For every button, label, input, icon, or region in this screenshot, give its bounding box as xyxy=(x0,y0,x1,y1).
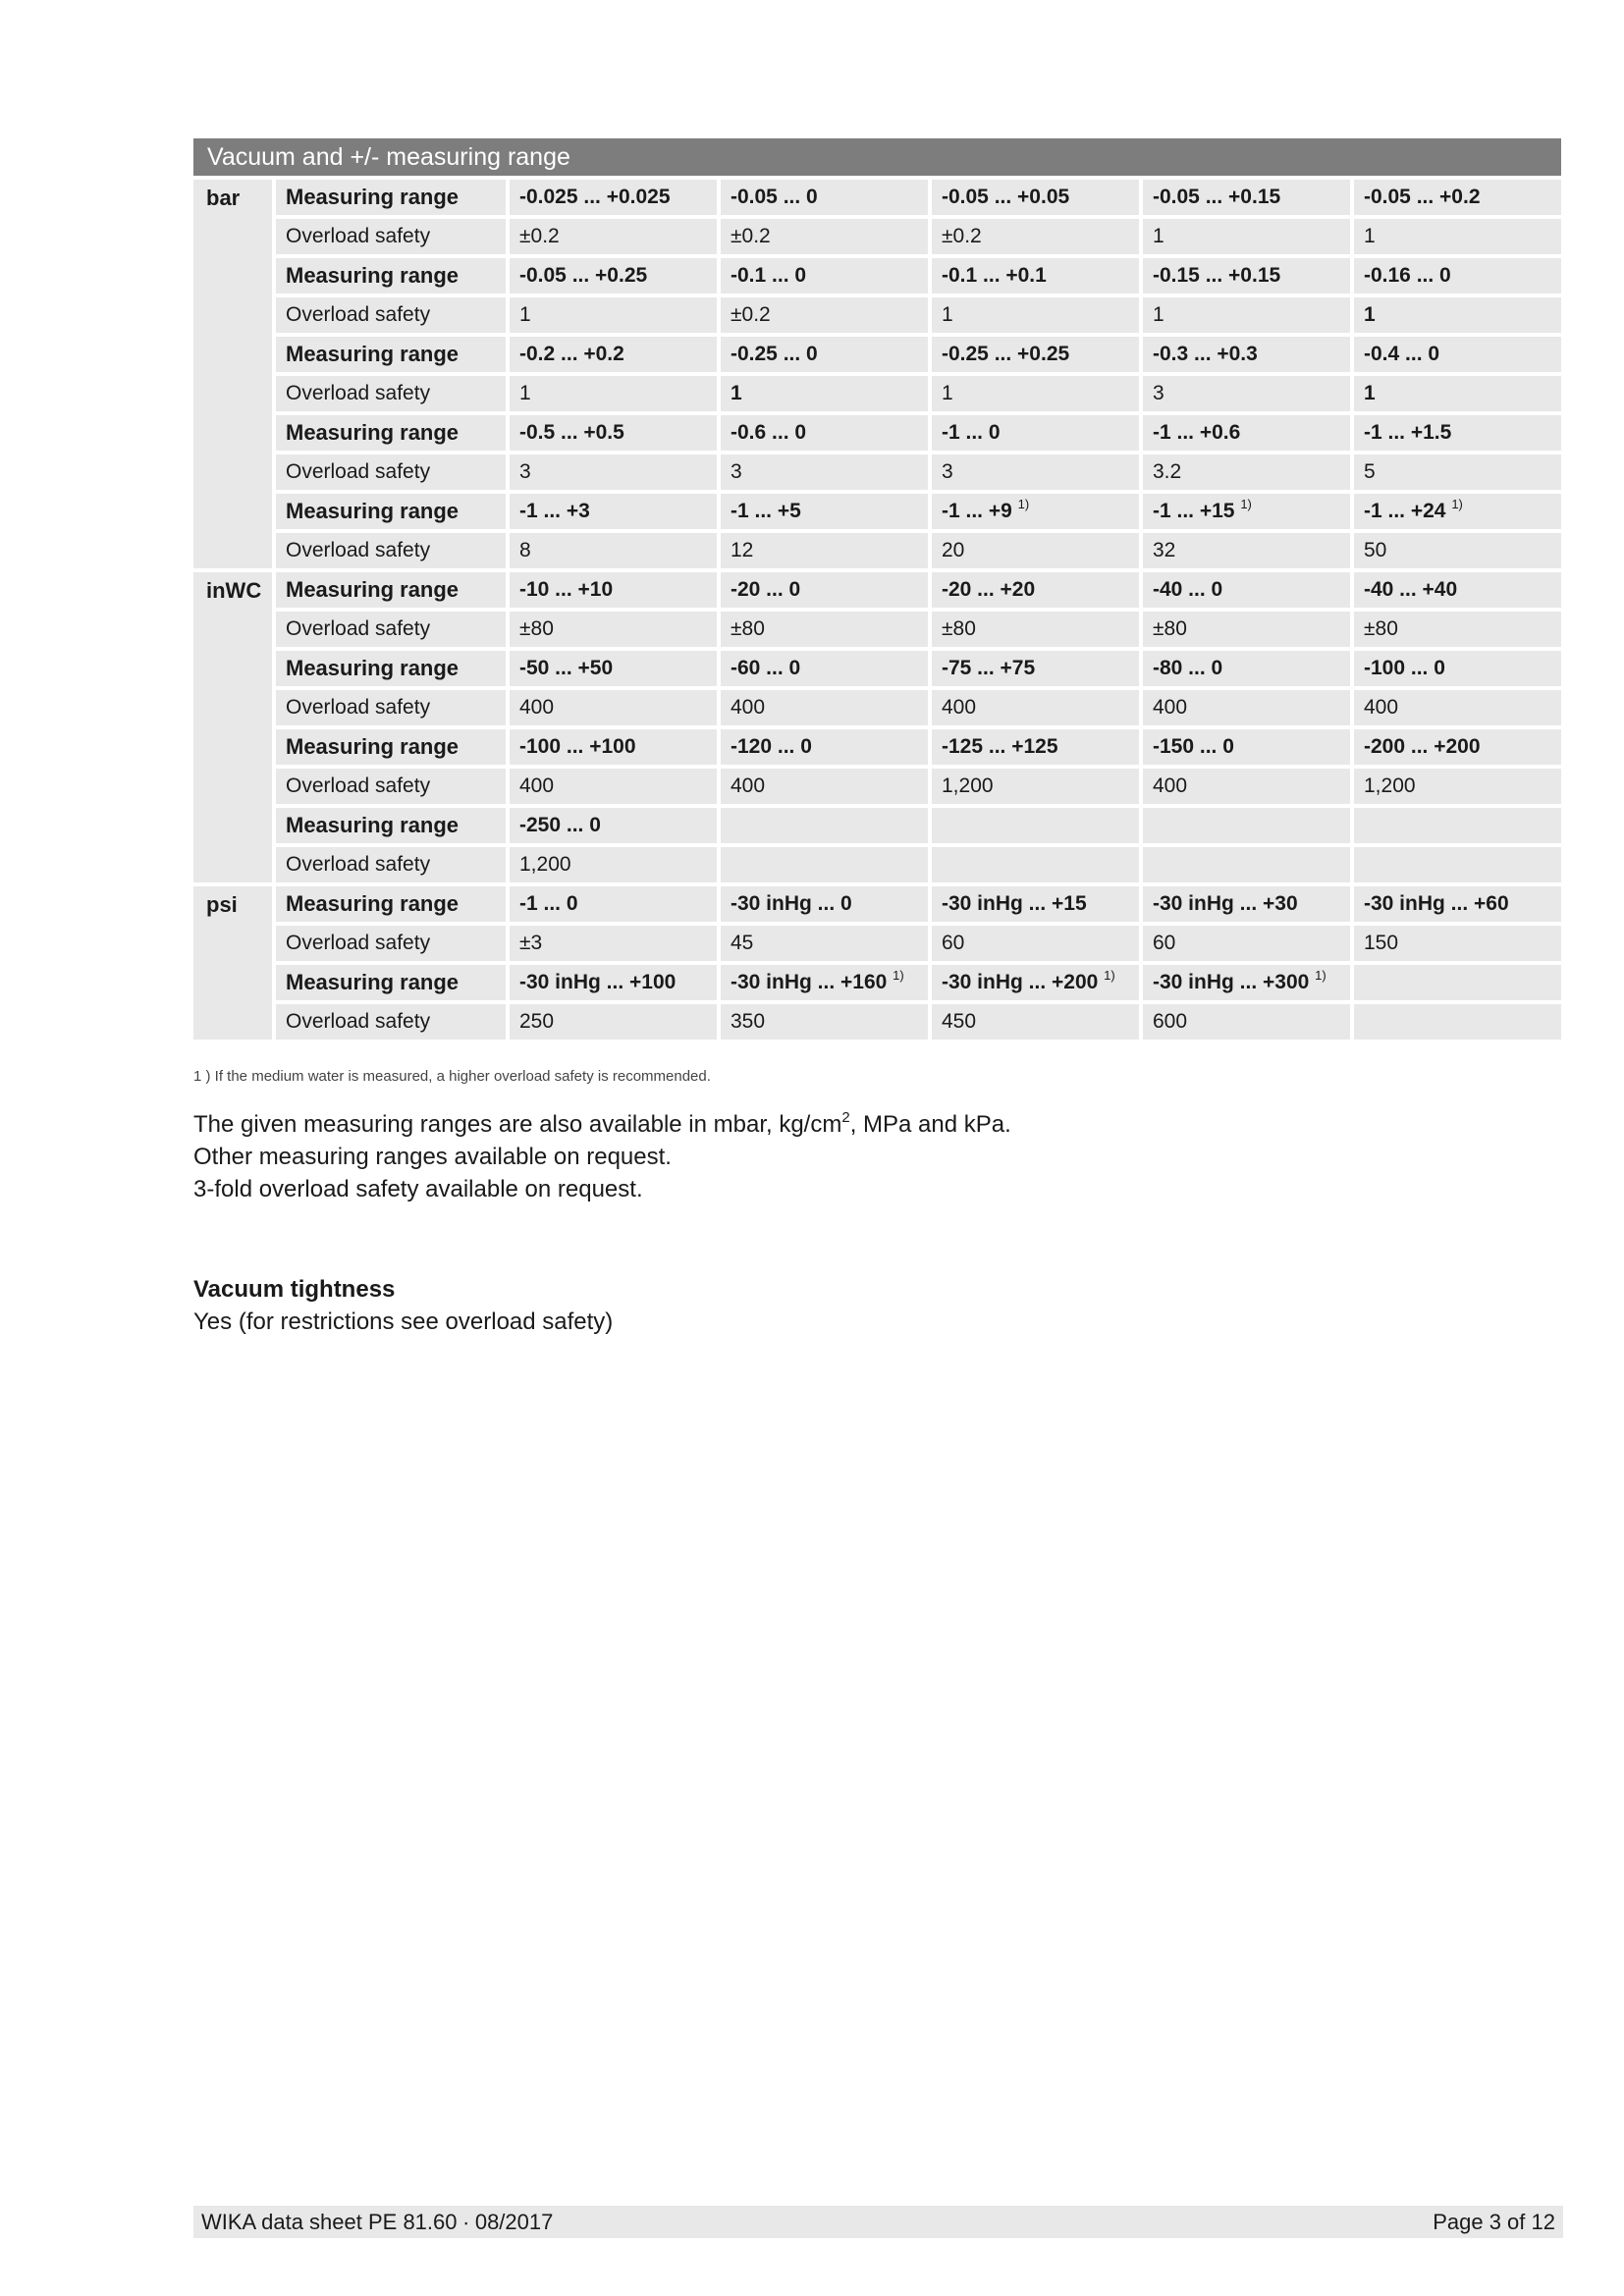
overload-safety-value xyxy=(1143,847,1350,882)
unit-label-psi: psi xyxy=(193,886,272,1040)
overload-safety-value xyxy=(510,376,717,411)
cell-text: -30 inHg ... +300 xyxy=(1153,971,1310,993)
cell-text: 1 xyxy=(942,303,953,326)
measuring-range-value xyxy=(1354,337,1561,372)
cell-text: -0.4 ... 0 xyxy=(1364,343,1440,365)
overload-safety-value xyxy=(932,297,1139,333)
cell-text: 1 xyxy=(519,382,531,404)
overload-safety-value xyxy=(1143,769,1350,804)
measuring-range-value xyxy=(721,494,928,529)
cell-text: 400 xyxy=(731,774,766,797)
cell-text: -0.05 ... +0.2 xyxy=(1364,186,1481,208)
cell-text: 400 xyxy=(519,774,555,797)
measuring-range-value xyxy=(932,886,1139,922)
measuring-range-value xyxy=(932,415,1139,451)
measuring-range-value xyxy=(932,258,1139,294)
measuring-range-value xyxy=(932,572,1139,608)
measuring-range-value xyxy=(1354,808,1561,843)
footnote-marker: 1) xyxy=(1315,968,1326,983)
cell-text: -30 inHg ... +30 xyxy=(1153,892,1298,915)
overload-safety-value xyxy=(1354,454,1561,490)
cell-text: -1 ... 0 xyxy=(942,421,1001,444)
measuring-range-value xyxy=(1354,180,1561,215)
measuring-range-value xyxy=(1354,886,1561,922)
cell-text: 1,200 xyxy=(942,774,994,797)
overload-safety-value xyxy=(1354,926,1561,961)
cell-text: 400 xyxy=(731,696,766,719)
cell-text: 600 xyxy=(1153,1010,1188,1033)
overload-safety-value xyxy=(932,926,1139,961)
overload-safety-value xyxy=(1354,1004,1561,1040)
cell-text: ±80 xyxy=(1153,617,1187,640)
cell-text: 1 xyxy=(1153,303,1164,326)
measuring-range-value xyxy=(1354,258,1561,294)
cell-text: 1 xyxy=(1364,303,1376,326)
measuring-range-label: Measuring range xyxy=(276,808,506,843)
overload-safety-value xyxy=(1354,297,1561,333)
overload-safety-value xyxy=(721,454,928,490)
measuring-range-value xyxy=(721,808,928,843)
footnote-marker: 1) xyxy=(1240,497,1252,511)
measuring-range-label: Measuring range xyxy=(276,337,506,372)
overload-safety-value xyxy=(510,769,717,804)
footer-page-number: Page 3 of 12 xyxy=(1433,2210,1555,2234)
overload-safety-value xyxy=(1354,690,1561,725)
overload-safety-value xyxy=(932,847,1139,882)
measuring-range-value xyxy=(510,965,717,1000)
cell-text: 400 xyxy=(1153,696,1188,719)
overload-safety-value xyxy=(1143,690,1350,725)
overload-safety-label: Overload safety xyxy=(276,690,506,725)
overload-safety-value xyxy=(721,926,928,961)
overload-safety-label: Overload safety xyxy=(276,376,506,411)
measuring-range-value xyxy=(721,180,928,215)
overload-safety-value xyxy=(1143,926,1350,961)
cell-text: -1 ... +24 xyxy=(1364,500,1446,522)
measuring-range-value xyxy=(510,337,717,372)
footnote-marker: 1) xyxy=(1017,497,1030,511)
cell-text: -0.05 ... 0 xyxy=(731,186,818,208)
cell-text: -20 ... 0 xyxy=(731,578,801,601)
measuring-range-value xyxy=(932,808,1139,843)
overload-safety-value xyxy=(721,847,928,882)
measuring-range-value xyxy=(1354,965,1561,1000)
cell-text: -0.2 ... +0.2 xyxy=(519,343,624,365)
measuring-range-value xyxy=(721,965,928,1000)
measuring-range-value xyxy=(1143,415,1350,451)
measuring-range-value xyxy=(721,572,928,608)
notes-line-1: The given measuring ranges are also available in mbar, $kg/cm^2$, MPa and kPa. xyxy=(193,1109,1011,1138)
cell-text: -100 ... 0 xyxy=(1364,657,1445,679)
cell-text: -0.15 ... +0.15 xyxy=(1153,264,1281,287)
cell-text: -0.1 ... 0 xyxy=(731,264,807,287)
measuring-range-table xyxy=(193,138,1561,1040)
cell-text: 60 xyxy=(1153,932,1176,954)
measuring-range-value xyxy=(1143,651,1350,686)
overload-safety-value xyxy=(510,454,717,490)
overload-safety-value xyxy=(721,1004,928,1040)
measuring-range-label: Measuring range xyxy=(276,494,506,529)
overload-safety-value xyxy=(1143,533,1350,568)
cell-text: -60 ... 0 xyxy=(731,657,801,679)
cell-text: -30 inHg ... +200 xyxy=(942,971,1099,993)
cell-text: -0.3 ... +0.3 xyxy=(1153,343,1258,365)
unit-label-bar: bar xyxy=(193,180,272,568)
overload-safety-value xyxy=(1143,1004,1350,1040)
overload-safety-label: Overload safety xyxy=(276,454,506,490)
cell-text: -1 ... +5 xyxy=(731,500,801,522)
measuring-range-label: Measuring range xyxy=(276,258,506,294)
cell-text: -40 ... 0 xyxy=(1153,578,1223,601)
overload-safety-value xyxy=(510,690,717,725)
measuring-range-value xyxy=(1354,494,1561,529)
overload-safety-value xyxy=(721,376,928,411)
footnote: 1 ) If the medium water is measured, a higher overload safety is recommended. xyxy=(193,1068,711,1085)
overload-safety-value xyxy=(721,219,928,254)
measuring-range-value xyxy=(721,337,928,372)
cell-text: -0.25 ... 0 xyxy=(731,343,818,365)
measuring-range-value xyxy=(1143,494,1350,529)
measuring-range-value xyxy=(1143,180,1350,215)
cell-text: ±80 xyxy=(1364,617,1398,640)
cell-text: -0.6 ... 0 xyxy=(731,421,807,444)
overload-safety-label: Overload safety xyxy=(276,612,506,647)
page-footer xyxy=(193,2206,1563,2238)
measuring-range-value xyxy=(510,494,717,529)
cell-text: ±3 xyxy=(519,932,543,954)
overload-safety-label: Overload safety xyxy=(276,297,506,333)
cell-text: 3 xyxy=(731,460,742,483)
footnote-marker: 1) xyxy=(893,968,904,983)
footnote-marker: 1) xyxy=(1104,968,1115,983)
cell-text: 60 xyxy=(942,932,965,954)
measuring-range-value xyxy=(510,729,717,765)
overload-safety-label: Overload safety xyxy=(276,847,506,882)
measuring-range-label: Measuring range xyxy=(276,572,506,608)
measuring-range-value xyxy=(1143,965,1350,1000)
cell-text: 250 xyxy=(519,1010,555,1033)
cell-text: ±0.2 xyxy=(519,225,560,247)
measuring-range-label: Measuring range xyxy=(276,415,506,451)
overload-safety-value xyxy=(932,1004,1139,1040)
measuring-range-value xyxy=(510,180,717,215)
measuring-range-value xyxy=(721,886,928,922)
overload-safety-value xyxy=(932,612,1139,647)
cell-text: -20 ... +20 xyxy=(942,578,1036,601)
overload-safety-value xyxy=(721,533,928,568)
cell-text: -120 ... 0 xyxy=(731,735,812,758)
cell-text: 1 xyxy=(1153,225,1164,247)
notes-line-3: 3-fold overload safety available on request. xyxy=(193,1176,643,1202)
overload-safety-value xyxy=(1354,847,1561,882)
cell-text: 150 xyxy=(1364,932,1399,954)
overload-safety-value xyxy=(510,847,717,882)
measuring-range-value xyxy=(1354,572,1561,608)
cell-text: 12 xyxy=(731,539,754,561)
overload-safety-value xyxy=(1143,376,1350,411)
measuring-range-label: Measuring range xyxy=(276,180,506,215)
measuring-range-value xyxy=(510,415,717,451)
cell-text: -1 ... +3 xyxy=(519,500,590,522)
cell-text: -250 ... 0 xyxy=(519,814,601,836)
overload-safety-value xyxy=(721,769,928,804)
overload-safety-label: Overload safety xyxy=(276,219,506,254)
cell-text: 1,200 xyxy=(1364,774,1416,797)
cell-text: -200 ... +200 xyxy=(1364,735,1481,758)
measuring-range-value xyxy=(1354,729,1561,765)
overload-safety-label: Overload safety xyxy=(276,926,506,961)
measuring-range-label: Measuring range xyxy=(276,965,506,1000)
measuring-range-value xyxy=(1143,808,1350,843)
measuring-range-value xyxy=(510,808,717,843)
cell-text: 50 xyxy=(1364,539,1387,561)
measuring-range-value xyxy=(932,494,1139,529)
measuring-range-value xyxy=(510,572,717,608)
overload-safety-value xyxy=(1354,376,1561,411)
cell-text: -0.16 ... 0 xyxy=(1364,264,1451,287)
cell-text: 400 xyxy=(519,696,555,719)
overload-safety-value xyxy=(510,219,717,254)
cell-text: 3 xyxy=(1153,382,1164,404)
overload-safety-value xyxy=(721,612,928,647)
measuring-range-value xyxy=(1354,415,1561,451)
table-grid xyxy=(193,180,1561,1040)
cell-text: 450 xyxy=(942,1010,977,1033)
measuring-range-value xyxy=(1143,337,1350,372)
measuring-range-value xyxy=(721,729,928,765)
overload-safety-value xyxy=(1354,219,1561,254)
cell-text: -30 inHg ... 0 xyxy=(731,892,852,915)
measuring-range-label: Measuring range xyxy=(276,886,506,922)
cell-text: 3 xyxy=(942,460,953,483)
measuring-range-value xyxy=(932,337,1139,372)
cell-text: -0.05 ... +0.15 xyxy=(1153,186,1281,208)
cell-text: -0.05 ... +0.25 xyxy=(519,264,648,287)
cell-text: 1,200 xyxy=(519,853,571,876)
measuring-range-value xyxy=(932,180,1139,215)
cell-text: -0.25 ... +0.25 xyxy=(942,343,1070,365)
cell-text: 350 xyxy=(731,1010,766,1033)
overload-safety-value xyxy=(932,454,1139,490)
overload-safety-value xyxy=(1143,297,1350,333)
overload-safety-value xyxy=(1143,612,1350,647)
overload-safety-value xyxy=(932,690,1139,725)
overload-safety-value xyxy=(510,612,717,647)
cell-text: -125 ... +125 xyxy=(942,735,1058,758)
overload-safety-value xyxy=(510,926,717,961)
measuring-range-value xyxy=(721,651,928,686)
cell-text: 8 xyxy=(519,539,531,561)
overload-safety-value xyxy=(510,533,717,568)
cell-text: -0.1 ... +0.1 xyxy=(942,264,1047,287)
cell-text: -80 ... 0 xyxy=(1153,657,1223,679)
cell-text: -75 ... +75 xyxy=(942,657,1036,679)
measuring-range-value xyxy=(1354,651,1561,686)
cell-text: 20 xyxy=(942,539,965,561)
cell-text: -100 ... +100 xyxy=(519,735,636,758)
measuring-range-value xyxy=(721,415,928,451)
overload-safety-value xyxy=(1354,612,1561,647)
vacuum-tightness-text: Yes (for restrictions see overload safety) xyxy=(193,1308,614,1335)
cell-text: ±0.2 xyxy=(731,303,771,326)
cell-text: 400 xyxy=(942,696,977,719)
overload-safety-value xyxy=(1354,769,1561,804)
cell-text: 1 xyxy=(731,382,742,404)
cell-text: 45 xyxy=(731,932,754,954)
overload-safety-value xyxy=(510,297,717,333)
overload-safety-value xyxy=(510,1004,717,1040)
cell-text: ±80 xyxy=(942,617,976,640)
overload-safety-value xyxy=(1354,533,1561,568)
overload-safety-label: Overload safety xyxy=(276,769,506,804)
cell-text: -1 ... +0.6 xyxy=(1153,421,1241,444)
cell-text: -30 inHg ... +100 xyxy=(519,971,677,993)
overload-safety-value xyxy=(721,690,928,725)
overload-safety-value xyxy=(932,533,1139,568)
overload-safety-value xyxy=(932,219,1139,254)
cell-text: -1 ... +1.5 xyxy=(1364,421,1452,444)
overload-safety-value xyxy=(1143,219,1350,254)
overload-safety-label: Overload safety xyxy=(276,1004,506,1040)
cell-text: -30 inHg ... +60 xyxy=(1364,892,1509,915)
cell-text: 32 xyxy=(1153,539,1176,561)
measuring-range-value xyxy=(932,651,1139,686)
cell-text: 1 xyxy=(1364,225,1376,247)
cell-text: 1 xyxy=(1364,382,1376,404)
cell-text: ±0.2 xyxy=(942,225,982,247)
cell-text: 400 xyxy=(1364,696,1399,719)
footnote-marker: 1) xyxy=(1451,497,1463,511)
cell-text: -0.05 ... +0.05 xyxy=(942,186,1070,208)
measuring-range-label: Measuring range xyxy=(276,729,506,765)
overload-safety-value xyxy=(932,769,1139,804)
overload-safety-value xyxy=(932,376,1139,411)
notes-line-2: Other measuring ranges available on request. xyxy=(193,1144,672,1170)
cell-text: -0.5 ... +0.5 xyxy=(519,421,624,444)
cell-text: ±80 xyxy=(731,617,765,640)
overload-safety-value xyxy=(1143,454,1350,490)
measuring-range-value xyxy=(510,651,717,686)
measuring-range-label: Measuring range xyxy=(276,651,506,686)
cell-text: -30 inHg ... +160 xyxy=(731,971,888,993)
cell-text: 400 xyxy=(1153,774,1188,797)
cell-text: -0.025 ... +0.025 xyxy=(519,186,671,208)
measuring-range-value xyxy=(510,886,717,922)
cell-text: -1 ... +9 xyxy=(942,500,1012,522)
table-title: Vacuum and +/- measuring range xyxy=(193,138,1561,176)
cell-text: -1 ... +15 xyxy=(1153,500,1235,522)
overload-safety-label: Overload safety xyxy=(276,533,506,568)
cell-text: -150 ... 0 xyxy=(1153,735,1234,758)
cell-text: 3 xyxy=(519,460,531,483)
footer-datasheet: WIKA data sheet PE 81.60 ∙ 08/2017 xyxy=(201,2210,554,2234)
cell-text: -40 ... +40 xyxy=(1364,578,1458,601)
cell-text: -30 inHg ... +15 xyxy=(942,892,1087,915)
cell-text: -1 ... 0 xyxy=(519,892,578,915)
unit-label-inwc: inWC xyxy=(193,572,272,882)
cell-text: 1 xyxy=(942,382,953,404)
measuring-range-value xyxy=(1143,258,1350,294)
measuring-range-value xyxy=(932,729,1139,765)
measuring-range-value xyxy=(1143,886,1350,922)
cell-text: 5 xyxy=(1364,460,1376,483)
cell-text: ±80 xyxy=(519,617,554,640)
cell-text: ±0.2 xyxy=(731,225,771,247)
vacuum-tightness-heading: Vacuum tightness xyxy=(193,1276,396,1303)
measuring-range-value xyxy=(1143,572,1350,608)
measuring-range-value xyxy=(721,258,928,294)
cell-text: -50 ... +50 xyxy=(519,657,614,679)
measuring-range-value xyxy=(1143,729,1350,765)
cell-text: -10 ... +10 xyxy=(519,578,614,601)
overload-safety-value xyxy=(721,297,928,333)
cell-text: 3.2 xyxy=(1153,460,1182,483)
measuring-range-value xyxy=(932,965,1139,1000)
cell-text: 1 xyxy=(519,303,531,326)
measuring-range-value xyxy=(510,258,717,294)
